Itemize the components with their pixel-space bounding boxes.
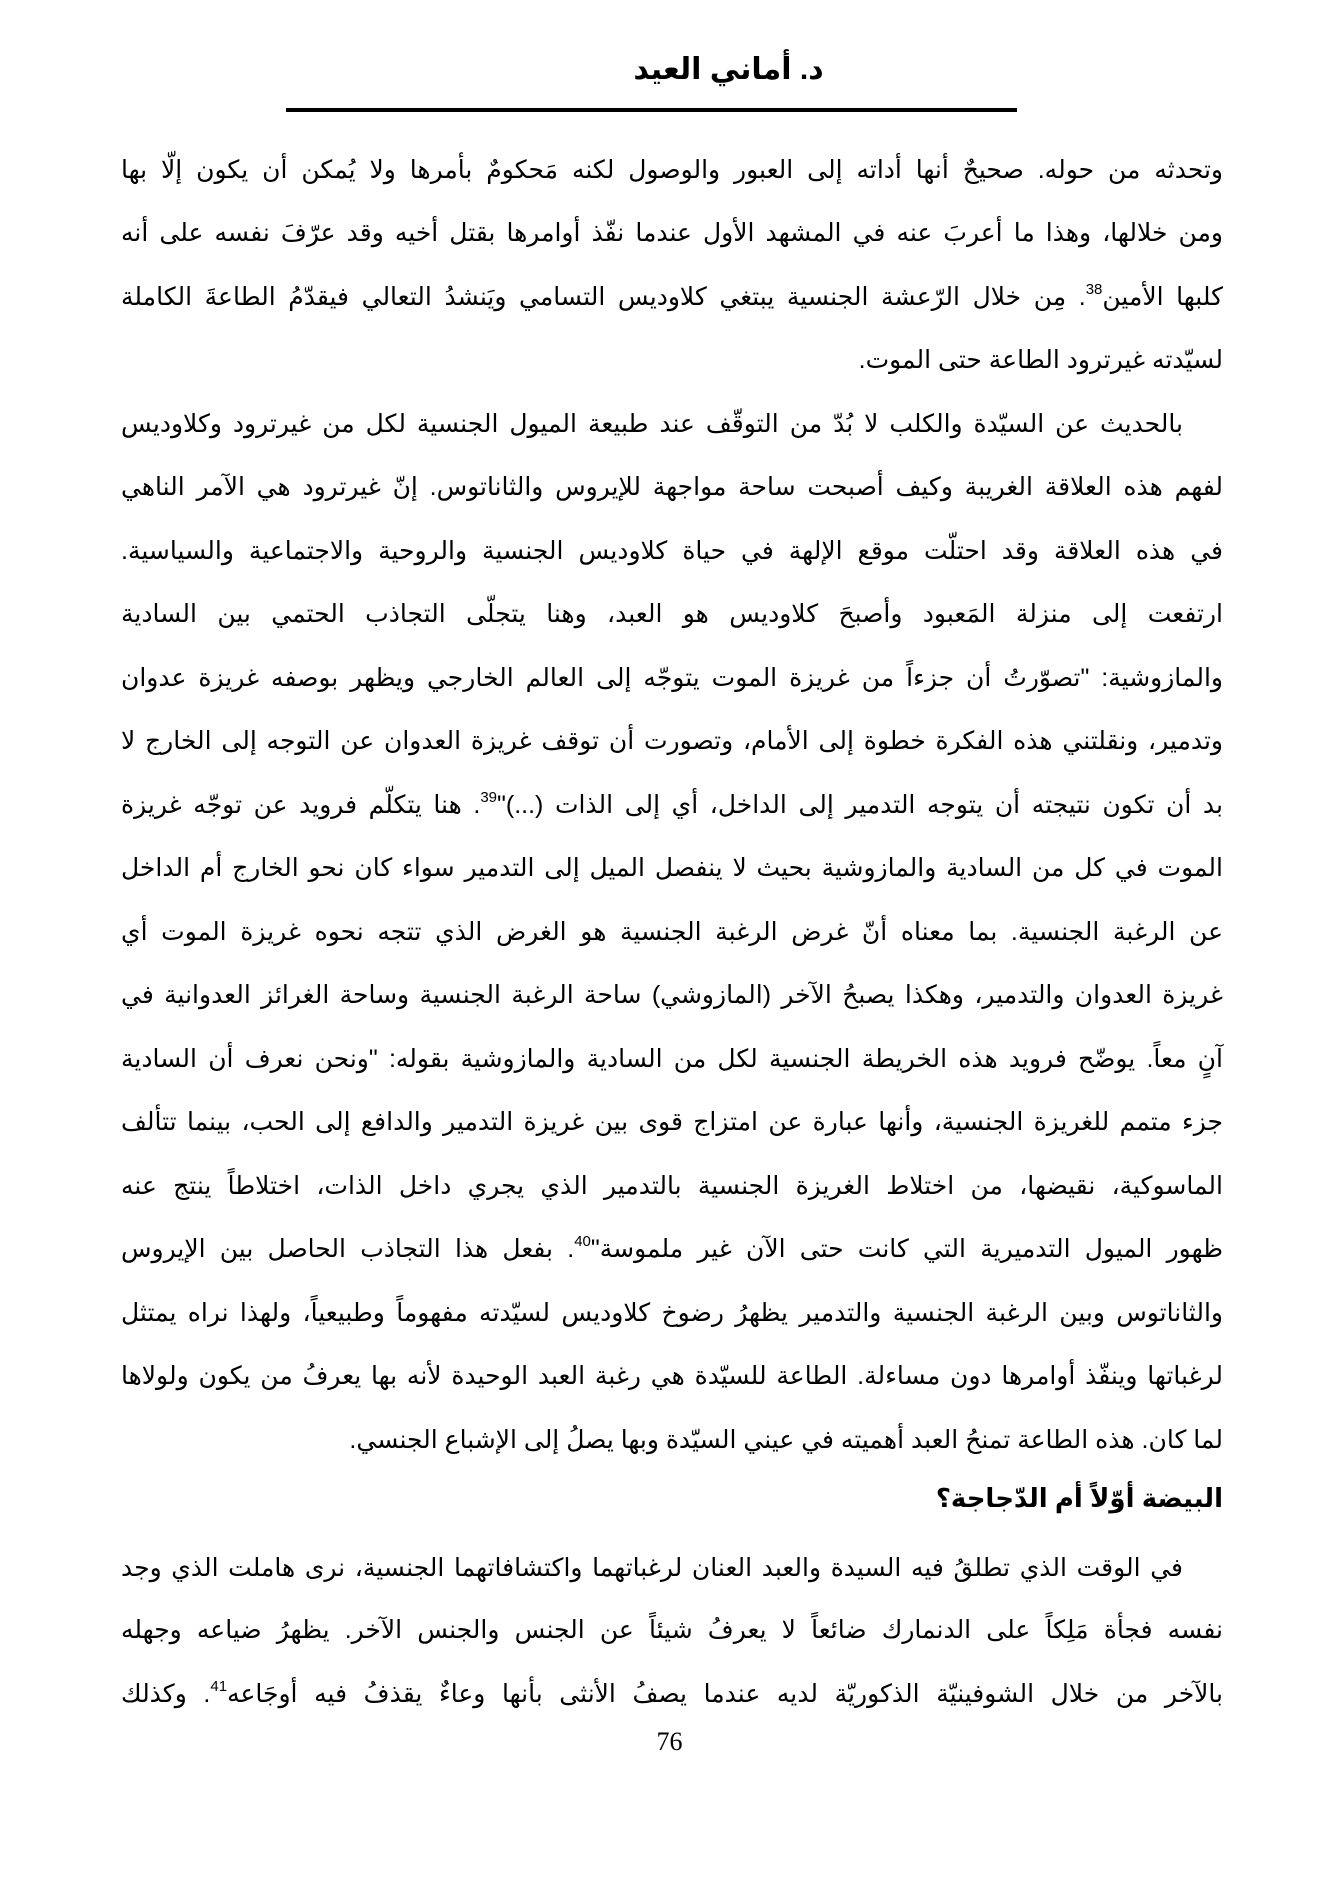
footnote-ref[interactable]: 39 xyxy=(480,789,497,806)
text-line: ومن خلالها، وهذا ما أعربَ عنه في المشهد الأول عندما نفّذ أوامرها بقتل أخيه وقد عرّفَ نفسه على أنه xyxy=(121,219,1223,247)
text-line: لفهم هذه العلاقة الغريبة وكيف أصبحت ساحة مواجهة للإيروس والثاناتوس. إنّ غيرترود هي الآمر الناهي xyxy=(121,473,1223,501)
text-line: والمازوشية: "تصوّرتُ أن جزءاً من غريزة الموت يتوجّه إلى العالم الخارجي ويظهر بوصفه غريزة عدوان xyxy=(121,664,1223,692)
text-line: غريزة العدوان والتدمير، وهكذا يصبحُ الآخر (المازوشي) ساحة الرغبة الجنسية وساحة الغرائز العدوانية في xyxy=(121,981,1223,1009)
text-line: جزء متمم للغريزة الجنسية، وأنها عبارة عن امتزاج قوى بين غريزة التدمير والدافع إلى الحب، بينما تتألف xyxy=(121,1108,1223,1136)
footnote-ref[interactable]: 41 xyxy=(210,1678,228,1695)
text-line: والثاناتوس وبين الرغبة الجنسية والتدمير يظهرُ رضوخ كلاوديس لسيّدته مفهوماً وطبيعياً، ولهذا نراه يمتثل xyxy=(121,1299,1223,1327)
text-line: بد أن تكون نتيجته أن يتوجه التدمير إلى الداخل، أي إلى الذات (...)"$^{39}$. هنا يتكلّم فرويد عن توجّه غريزة xyxy=(121,789,1224,819)
text-line: عن الرغبة الجنسية. بما معناه أنّ غرض الرغبة الجنسية هو الغرض الذي تتجه نحوه غريزة الموت أي xyxy=(121,918,1223,946)
text-line: آنٍ معاً. يوضّح فرويد هذه الخريطة الجنسية لكل من السادية والمازوشية بقوله: "ونحن نعرف أن السادية xyxy=(121,1045,1223,1073)
page-number: 76 xyxy=(656,1727,683,1756)
text-line: نفسه فجأة مَلِكاً على الدنمارك ضائعاً لا يعرفُ شيئاً عن الجنس والجنس الآخر. يظهرُ ضياعه وجهله xyxy=(121,1616,1223,1644)
text-line: لرغباتها وينفّذ أوامرها دون مساءلة. الطاعة للسيّدة هي رغبة العبد الوحيدة لأنه بها يعرفُ من يكون ولولاها xyxy=(121,1362,1223,1390)
text-line: وتحدثه من حوله. صحيحٌ أنها أداته إلى العبور والوصول لكنه مَحكومٌ بأمرها ولا يُمكن أن يكون إلّا بها xyxy=(121,156,1223,184)
text-line: في هذه العلاقة وقد احتلّت موقع الإلهة في حياة كلاوديس الجنسية والروحية والاجتماعية والسياسية. xyxy=(121,537,1223,565)
text-line: ارتفعت إلى منزلة المَعبود وأصبحَ كلاوديس هو العبد، وهنا يتجلّى التجاذب الحتمي بين السادية xyxy=(121,600,1223,628)
text-line: لما كان. هذه الطاعة تمنحُ العبد أهميته في عيني السيّدة وبها يصلُ إلى الإشباع الجنسي. xyxy=(349,1426,1223,1454)
paragraph-first-line: بالحديث عن السيّدة والكلب لا بُدّ من التوقّف عند طبيعة الميول الجنسية لكل من غيرترود وكلاوديس xyxy=(121,410,1183,438)
footnote-ref[interactable]: 38 xyxy=(1085,281,1103,298)
author-name: د. أماني العيد xyxy=(633,53,824,86)
text-line: كلبها الأمين$^{38}$. مِن خلال الرّعشة الجنسية يبتغي كلاوديس التسامي ويَنشدُ التعالي فيقدّمُ الطاعةَ الكاملة xyxy=(121,281,1224,311)
text-line: ظهور الميول التدميرية التي كانت حتى الآن غير ملموسة"$^{40}$. بفعل هذا التجاذب الحاصل بين الإيروس xyxy=(121,1233,1224,1263)
section-heading: البيضة أوّلاً أم الدّجاجة؟ xyxy=(935,1483,1223,1513)
footnote-ref[interactable]: 40 xyxy=(574,1233,591,1250)
header-rule xyxy=(286,108,1017,112)
text-line: الماسوكية، نقيضها، من اختلاط الغريزة الجنسية بالتدمير الذي يجري داخل الذات، اختلاطاً ينتج عنه xyxy=(121,1172,1223,1200)
text-line: الموت في كل من السادية والمازوشية بحيث لا ينفصل الميل إلى التدمير سواء كان نحو الخارج أم الداخل xyxy=(121,854,1223,882)
running-header-author xyxy=(0,52,1339,87)
text-line: لسيّدته غيرترود الطاعة حتى الموت. xyxy=(858,346,1223,374)
text-line: بالآخر من خلال الشوفينيّة الذكوريّة لديه عندما يصفُ الأنثى بأنها وعاءٌ يقذفُ فيه أوجَاعه$^{41}$. وكذلك xyxy=(121,1678,1223,1708)
paragraph-first-line: في الوقت الذي تطلقُ فيه السيدة والعبد العنان لرغباتهما واكتشافاتهما الجنسية، نرى هاملت الذي وجد xyxy=(121,1554,1183,1582)
text-line: وتدمير، ونقلتني هذه الفكرة خطوة إلى الأمام، وتصورت أن توقف غريزة العدوان عن التوجه إلى الخارج لا xyxy=(121,727,1223,755)
